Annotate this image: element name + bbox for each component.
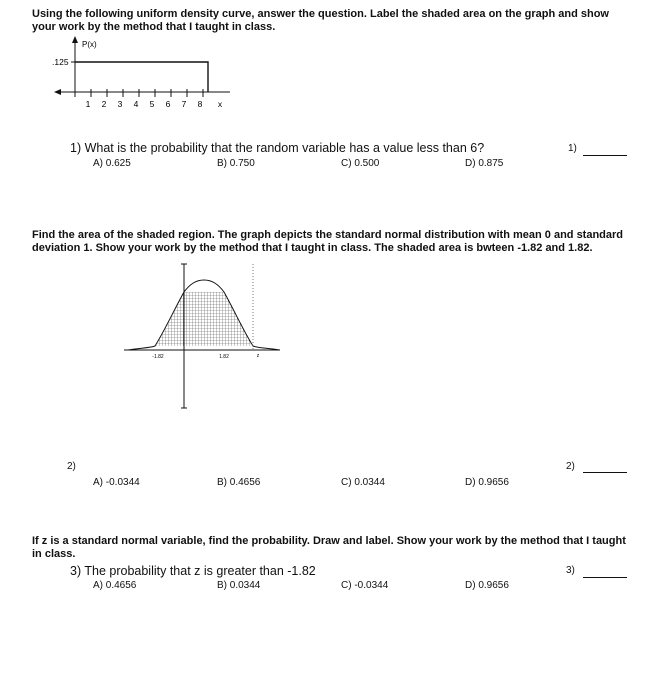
x-tick-label-8: 8 — [197, 99, 203, 109]
answer-3-blank[interactable] — [583, 577, 627, 578]
section1-instruction: Using the following uniform density curve, answer the question. Label the shaded area on the graph and show your work by the method that I taught in class. — [32, 8, 609, 33]
x-tick-label-6: 6 — [165, 99, 171, 109]
question-1-text: What is the probability that the random variable has a value less than 6? — [84, 141, 485, 155]
q1-choice-d[interactable]: D) 0.875 — [465, 158, 504, 169]
question-3-number: 3) — [70, 564, 82, 578]
question-1 — [70, 141, 484, 155]
section3-instruction: If z is a standard normal variable, find the probability. Draw and label. Show your work by the method that I taught in class. — [32, 535, 626, 560]
q3-choice-c[interactable]: C) -0.0344 — [341, 580, 389, 591]
x-tick-label-7: 7 — [181, 99, 187, 109]
answer-2-label: 2) — [566, 461, 575, 472]
z-axis-label: z — [256, 353, 260, 359]
q1-choice-c[interactable]: C) 0.500 — [341, 158, 380, 169]
y-axis-arrow — [72, 36, 78, 43]
y-tick-label: .125 — [52, 57, 69, 67]
right-bound-label: 1.82 — [219, 354, 229, 360]
answer-2-blank[interactable] — [583, 472, 627, 473]
q3-choice-d[interactable]: D) 0.9656 — [465, 580, 509, 591]
x-tick-label-5: 5 — [149, 99, 155, 109]
density-line — [75, 62, 208, 92]
left-bound-label: -1.82 — [152, 354, 164, 360]
q1-choice-a[interactable]: A) 0.625 — [93, 158, 131, 169]
q1-choice-b[interactable]: B) 0.750 — [217, 158, 255, 169]
question-3-text: The probability that z is greater than -1.82 — [84, 564, 316, 578]
x-axis-label: x — [217, 99, 223, 109]
answer-1-label: 1) — [568, 143, 577, 154]
question-1-number: 1) — [70, 141, 82, 155]
x-axis-left-arrow — [54, 89, 61, 95]
q2-choice-b[interactable]: B) 0.4656 — [217, 477, 261, 488]
q2-choice-d[interactable]: D) 0.9656 — [465, 477, 509, 488]
q3-choice-b[interactable]: B) 0.0344 — [217, 580, 261, 591]
normal-distribution-graph — [120, 262, 280, 410]
y-axis-label: P(x) — [82, 40, 97, 49]
answer-1-blank[interactable] — [583, 155, 627, 156]
q2-choice-c[interactable]: C) 0.0344 — [341, 477, 385, 488]
q2-choice-a[interactable]: A) -0.0344 — [93, 477, 140, 488]
x-tick-label-4: 4 — [133, 99, 139, 109]
q3-choice-a[interactable]: A) 0.4656 — [93, 580, 137, 591]
question-2-number: 2) — [67, 461, 76, 472]
uniform-density-graph — [30, 34, 240, 112]
x-tick-label-2: 2 — [101, 99, 107, 109]
answer-3-label: 3) — [566, 565, 575, 576]
section2-instruction: Find the area of the shaded region. The graph depicts the standard normal distribution with mean 0 and standard deviation 1. Show your work by the method that I taught in class. The shaded area is bwteen -1.82 and 1.82. — [32, 229, 624, 254]
x-ticks — [75, 89, 203, 97]
x-tick-label-1: 1 — [85, 99, 91, 109]
question-3 — [70, 564, 316, 578]
x-tick-label-3: 3 — [117, 99, 123, 109]
